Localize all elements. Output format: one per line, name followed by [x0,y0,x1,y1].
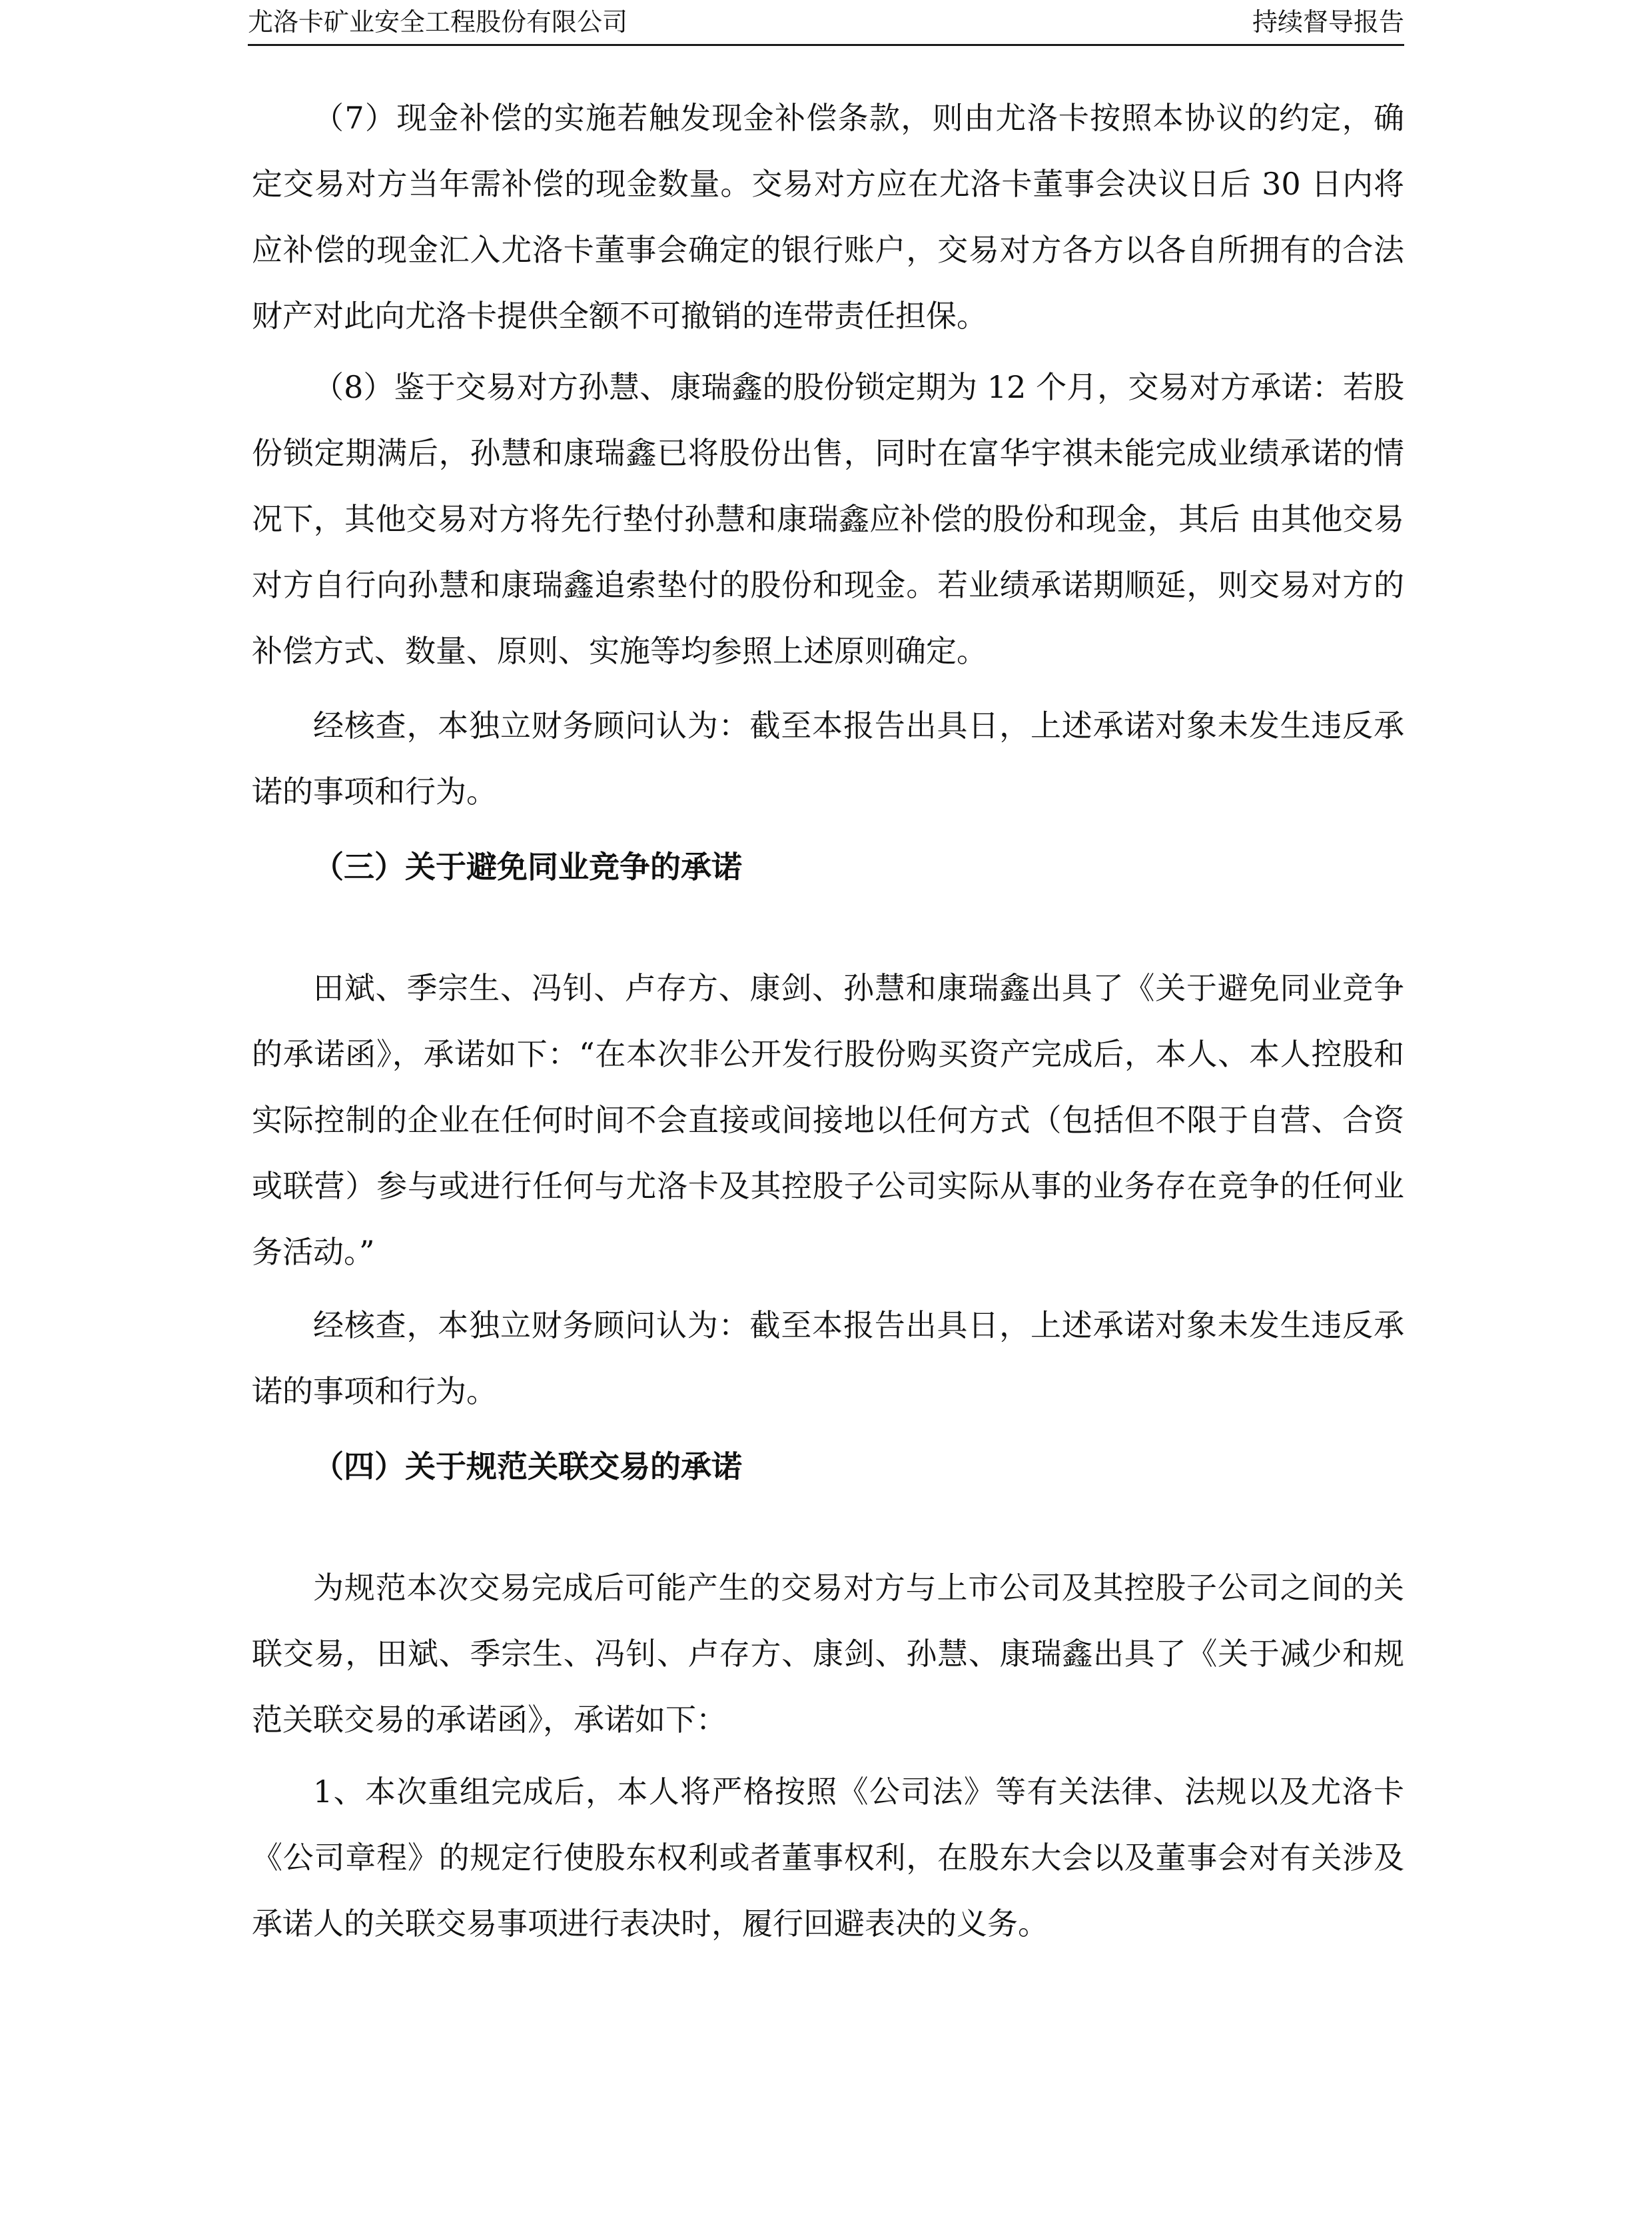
page-header [248,0,1404,46]
paragraph-lockup-commitment: （8）鉴于交易对方孙慧、康瑞鑫的股份锁定期为 12 个月，交易对方承诺：若股份锁定期满后，孙慧和康瑞鑫已将股份出售，同时在富华宇祺未能完成业绩承诺的情况下，其他交易对方将先行垫付孙慧和康瑞鑫应补偿的股份和现金，其后 由其他交易对方自行向孙慧和康瑞鑫追索垫付的股份和现金。若业绩承诺期顺延，则交易对方的补偿方式、数量、原则、实施等均参照上述原则确定。 [252,369,1404,669]
header-company-name: 尤洛卡矿业安全工程股份有限公司 [248,7,628,37]
section-heading-non-compete: （三）关于避免同业竞争的承诺 [313,849,742,885]
paragraph-related-transactions-intro: 为规范本次交易完成后可能产生的交易对方与上市公司及其控股子公司之间的关联交易，田斌、季宗生、冯钊、卢存方、康剑、孙慧、康瑞鑫出具了《关于减少和规范关联交易的承诺函》，承诺如下： [252,1570,1404,1738]
paragraph-verification-2: 经核查，本独立财务顾问认为：截至本报告出具日，上述承诺对象未发生违反承诺的事项和行为。 [252,1307,1404,1409]
header-report-title: 持续督导报告 [1252,7,1404,37]
section-heading-related-transactions: （四）关于规范关联交易的承诺 [313,1448,742,1484]
paragraph-cash-compensation: （7）现金补偿的实施若触发现金补偿条款，则由尤洛卡按照本协议的约定，确定交易对方当年需补偿的现金数量。交易对方应在尤洛卡董事会决议日后 30 日内将应补偿的现金汇入尤洛卡董事会确定的银行账户，交易对方各方以各自所拥有的合法财产对此向尤洛卡提供全额不可撤销的连带责任担保。 [252,100,1404,334]
paragraph-non-compete-commitment: 田斌、季宗生、冯钊、卢存方、康剑、孙慧和康瑞鑫出具了《关于避免同业竞争的承诺函》，承诺如下：“在本次非公开发行股份购买资产完成后，本人、本人控股和实际控制的企业在任何时间不会直接或间接地以任何方式（包括但不限于自营、合资或联营）参与或进行任何与尤洛卡及其控股子公司实际从事的业务存在竞争的任何业务活动。” [252,970,1404,1270]
paragraph-verification-1: 经核查，本独立财务顾问认为：截至本报告出具日，上述承诺对象未发生违反承诺的事项和行为。 [252,708,1404,810]
paragraph-commitment-item-1: 1、本次重组完成后，本人将严格按照《公司法》等有关法律、法规以及尤洛卡《公司章程》的规定行使股东权利或者董事权利，在股东大会以及董事会对有关涉及承诺人的关联交易事项进行表决时，履行回避表决的义务。 [252,1774,1404,1942]
